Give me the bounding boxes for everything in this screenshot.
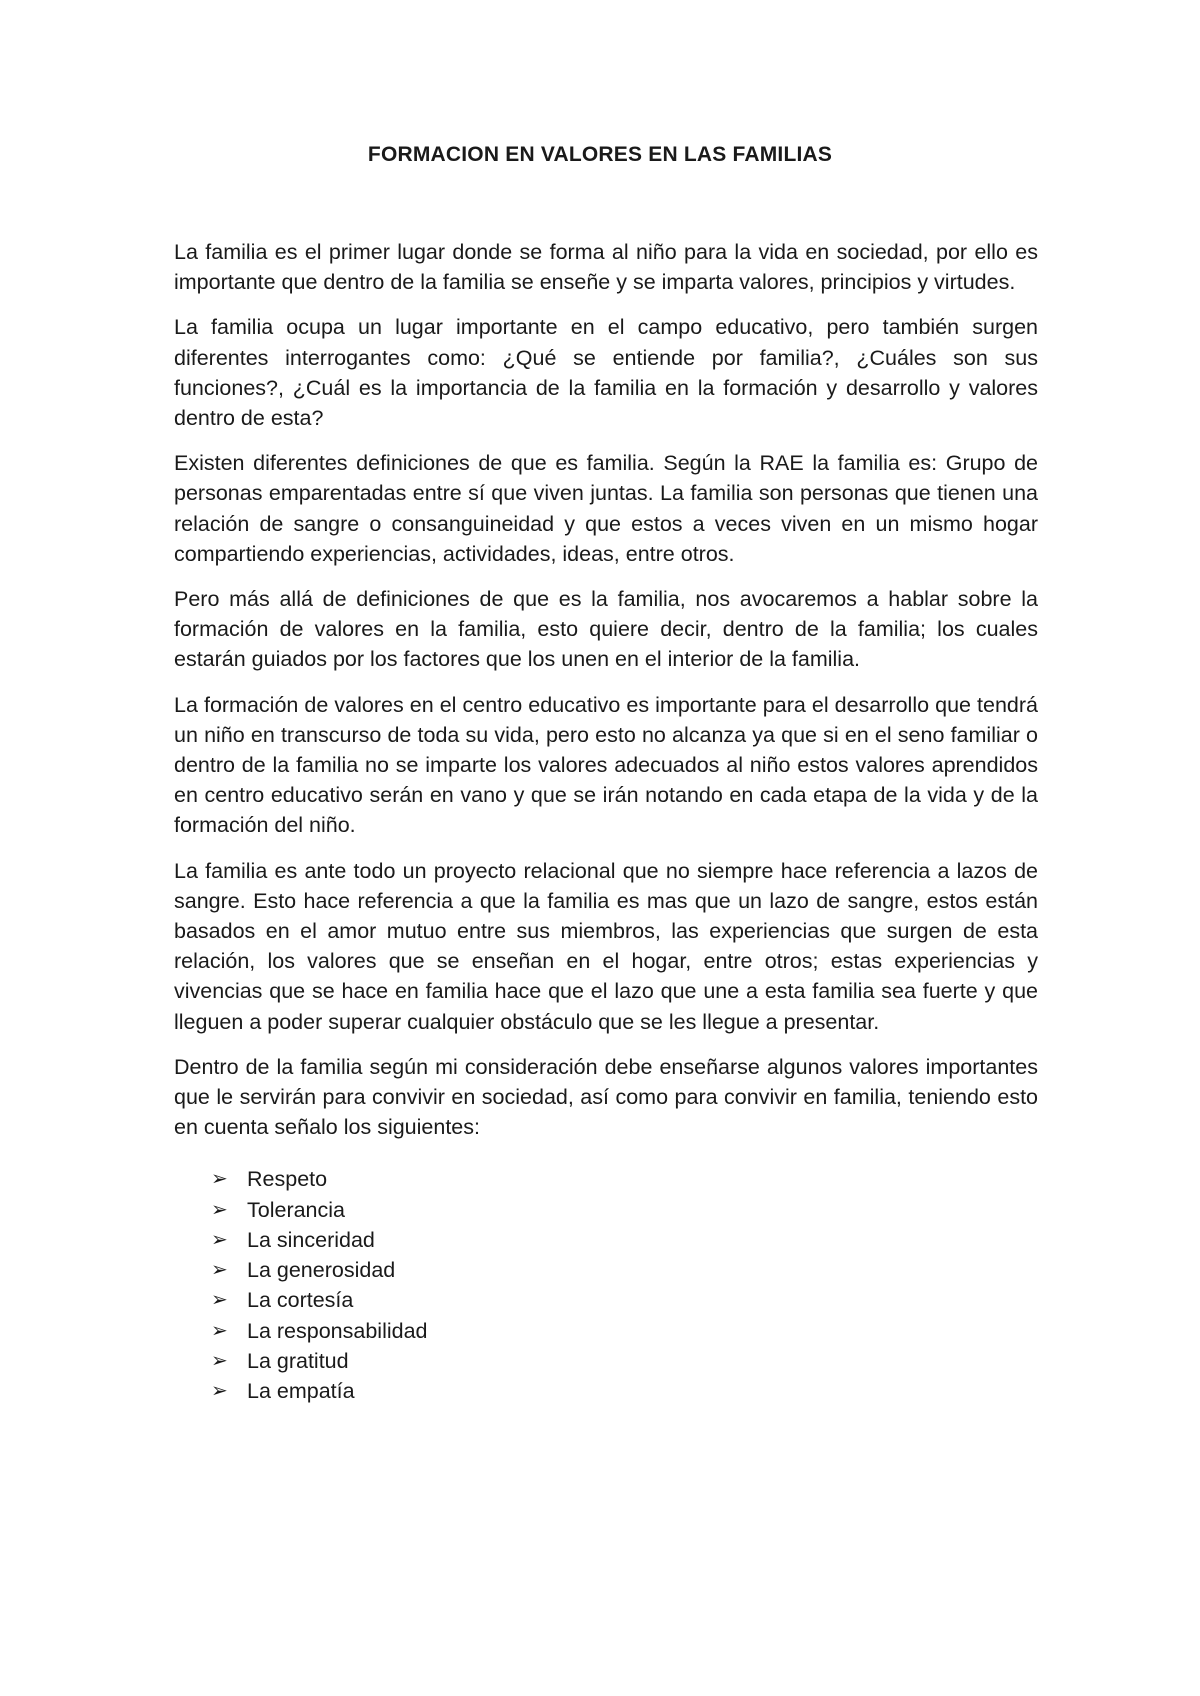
arrowhead-bullet-icon: ➢ <box>211 1228 228 1251</box>
list-item-label: La responsabilidad <box>247 1318 428 1343</box>
list-item <box>211 1376 1038 1406</box>
arrowhead-bullet-icon: ➢ <box>211 1259 228 1282</box>
document-body <box>174 237 1038 1406</box>
list-item-label: La generosidad <box>247 1258 396 1283</box>
list-item <box>211 1225 1038 1255</box>
list-item-label: La gratitud <box>247 1348 349 1373</box>
arrowhead-bullet-icon: ➢ <box>211 1349 228 1372</box>
list-item <box>211 1285 1038 1315</box>
paragraph-3: Existen diferentes definiciones de que es familia. Según la RAE la familia es: Grupo de personas emparentadas entre sí que viven juntas. La familia son personas que tienen una relación de sangre o consanguineidad y que estos a veces viven en un mismo hogar compartiendo experiencias, actividades, ideas, entre otros. <box>174 451 1038 566</box>
document-title: FORMACION EN VALORES EN LAS FAMILIAS <box>367 143 833 166</box>
arrowhead-bullet-icon: ➢ <box>211 1289 228 1312</box>
paragraph-5: La formación de valores en el centro educativo es importante para el desarrollo que tendrá un niño en transcurso de toda su vida, pero esto no alcanza ya que si en el seno familiar o dentro de la familia no se imparte los valores adecuados al niño estos valores aprendidos en centro educativo serán en vano y que se irán notando en cada etapa de la vida y de la formación del niño. <box>174 692 1038 838</box>
list-item-label: Respeto <box>247 1167 328 1192</box>
paragraph-1: La familia es el primer lugar donde se forma al niño para la vida en sociedad, por ello es importante que dentro de la familia se enseñe y se imparta valores, principios y virtudes. <box>174 240 1038 295</box>
list-item <box>211 1164 1038 1194</box>
arrowhead-bullet-icon: ➢ <box>211 1379 228 1402</box>
paragraph-7: Dentro de la familia según mi consideración debe enseñarse algunos valores importantes que le servirán para convivir en sociedad, así como para convivir en familia, teniendo esto en cuenta señalo los siguientes: <box>174 1054 1038 1140</box>
arrowhead-bullet-icon: ➢ <box>211 1198 228 1221</box>
paragraph-2: La familia ocupa un lugar importante en el campo educativo, pero también surgen diferentes interrogantes como: ¿Qué se entiende por familia?, ¿Cuáles son sus funciones?, ¿Cuál es la importancia de la familia en la formación y desarrollo y valores dentro de esta? <box>174 315 1038 431</box>
list-item <box>211 1195 1038 1225</box>
values-list <box>211 1164 1038 1406</box>
list-item <box>211 1255 1038 1285</box>
arrowhead-bullet-icon: ➢ <box>211 1168 228 1191</box>
paragraph-6: La familia es ante todo un proyecto relacional que no siempre hace referencia a lazos de sangre. Esto hace referencia a que la familia es mas que un lazo de sangre, estos están basados en el amor mutuo entre sus miembros, las experiencias que surgen de esta relación, los valores que se enseñan en el hogar, entre otros; estas experiencias y vivencias que se hace en familia hace que el lazo que une a esta familia sea fuerte y que lleguen a poder superar cualquier obstáculo que se les llegue a presentar. <box>174 858 1038 1034</box>
list-item-label: La sinceridad <box>247 1227 375 1252</box>
list-item-label: La cortesía <box>247 1288 354 1313</box>
list-item <box>211 1346 1038 1376</box>
list-item <box>211 1316 1038 1346</box>
arrowhead-bullet-icon: ➢ <box>211 1319 228 1342</box>
paragraph-4: Pero más allá de definiciones de que es la familia, nos avocaremos a hablar sobre la formación de valores en la familia, esto quiere decir, dentro de la familia; los cuales estarán guiados por los factores que los unen en el interior de la familia. <box>174 587 1038 672</box>
list-item-label: La empatía <box>247 1378 355 1403</box>
list-item-label: Tolerancia <box>247 1197 345 1222</box>
